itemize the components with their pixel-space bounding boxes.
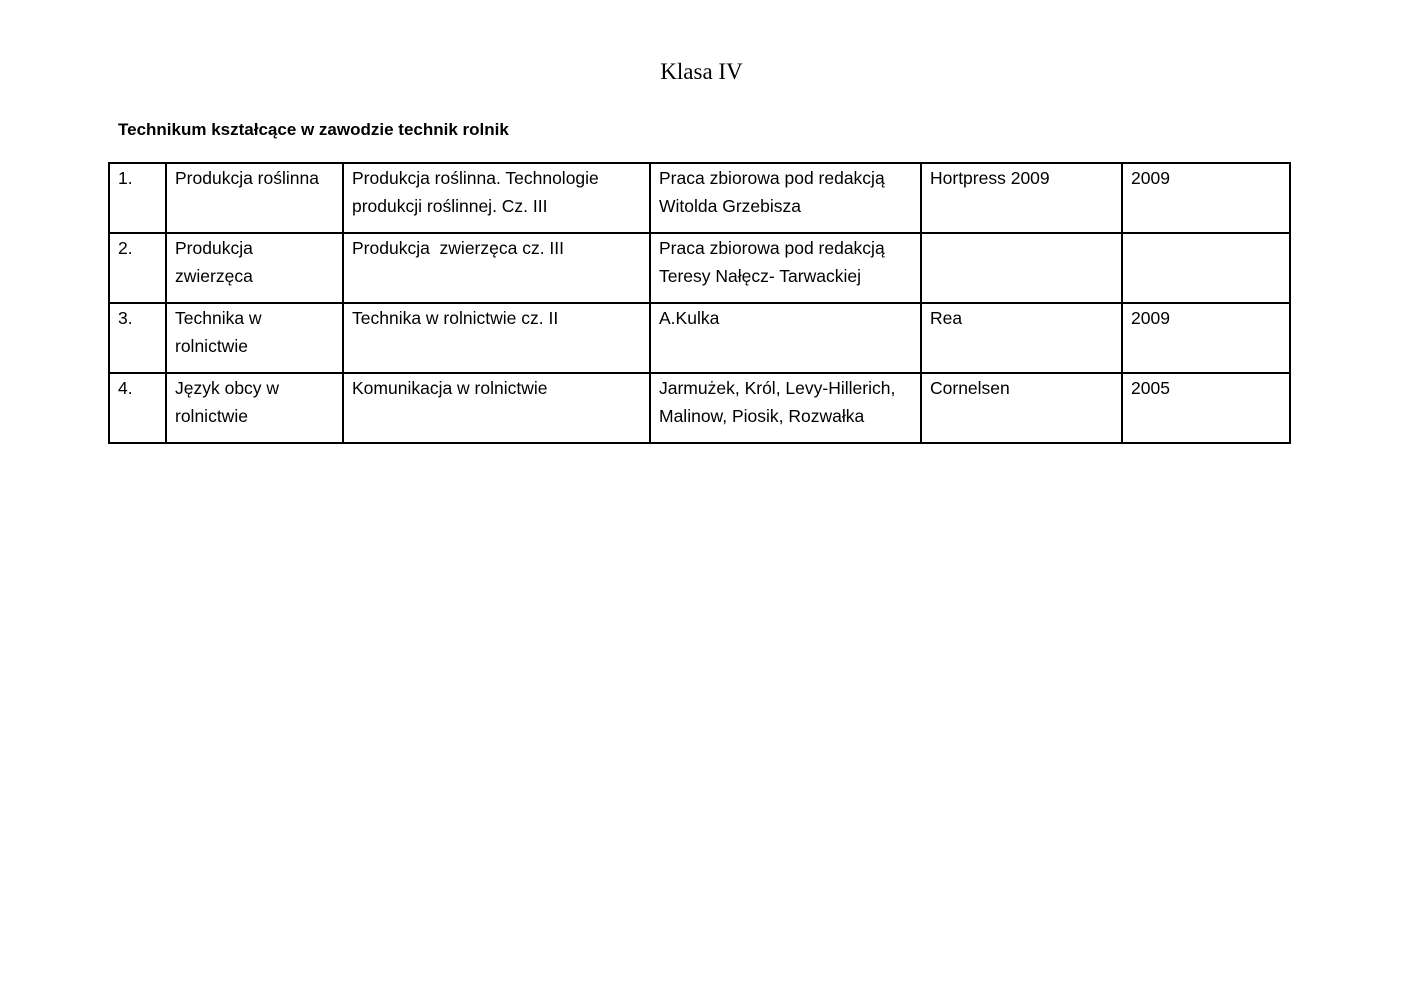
publisher-cell xyxy=(921,233,1122,303)
page-title: Klasa IV xyxy=(660,59,743,84)
year-cell: 2009 xyxy=(1122,303,1290,373)
book-title-cell: Produkcja zwierzęca cz. III xyxy=(343,233,650,303)
subject-cell: Język obcy w rolnictwie xyxy=(166,373,343,443)
author-cell: A.Kulka xyxy=(650,303,921,373)
publisher-cell: Rea xyxy=(921,303,1122,373)
section-heading: Technikum kształcące w zawodzie technik rolnik xyxy=(118,120,509,139)
author-cell: Jarmużek, Król, Levy-Hillerich, Malinow, Piosik, Rozwałka xyxy=(650,373,921,443)
book-title-cell: Technika w rolnictwie cz. II xyxy=(343,303,650,373)
row-number: 1. xyxy=(109,163,166,233)
year-cell: 2005 xyxy=(1122,373,1290,443)
book-title-cell: Komunikacja w rolnictwie xyxy=(343,373,650,443)
table-row xyxy=(109,163,1290,233)
author-cell: Praca zbiorowa pod redakcją Teresy Nałęcz- Tarwackiej xyxy=(650,233,921,303)
table-row xyxy=(109,233,1290,303)
table-row xyxy=(109,303,1290,373)
subject-cell: Produkcja roślinna xyxy=(166,163,343,233)
year-cell xyxy=(1122,233,1290,303)
author-cell: Praca zbiorowa pod redakcją Witolda Grzebisza xyxy=(650,163,921,233)
row-number: 3. xyxy=(109,303,166,373)
row-number: 2. xyxy=(109,233,166,303)
book-title-cell: Produkcja roślinna. Technologie produkcji roślinnej. Cz. III xyxy=(343,163,650,233)
textbook-table xyxy=(108,162,1291,444)
subject-cell: Produkcja zwierzęca xyxy=(166,233,343,303)
year-cell: 2009 xyxy=(1122,163,1290,233)
row-number: 4. xyxy=(109,373,166,443)
subject-cell: Technika w rolnictwie xyxy=(166,303,343,373)
publisher-cell: Cornelsen xyxy=(921,373,1122,443)
table-row xyxy=(109,373,1290,443)
publisher-cell: Hortpress 2009 xyxy=(921,163,1122,233)
